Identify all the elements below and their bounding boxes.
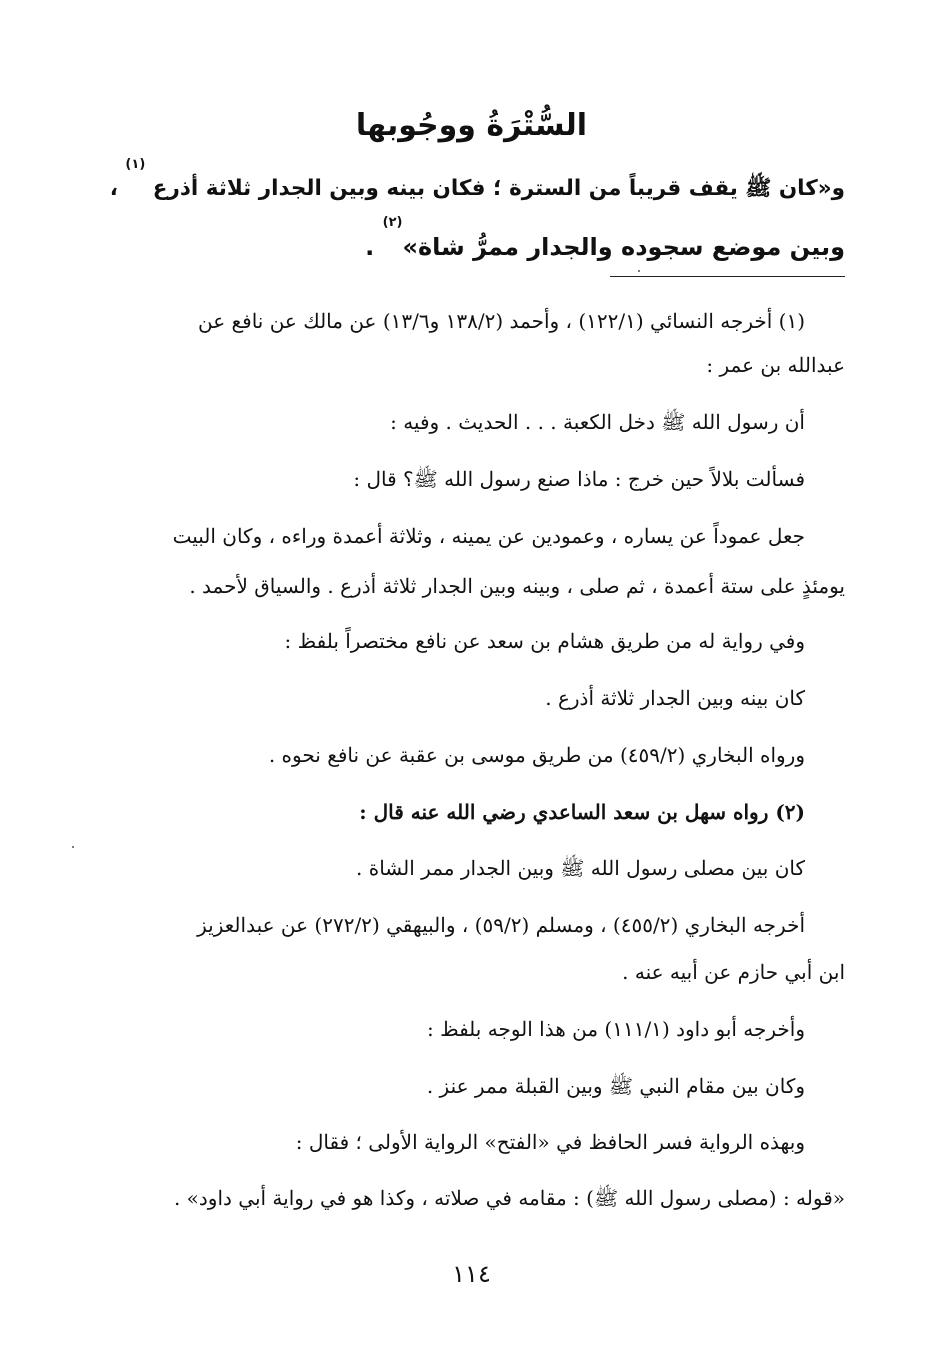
page-number: ١١٤ bbox=[452, 1260, 491, 1288]
footnote-line: أن رسول الله ﷺ دخل الكعبة . . . الحديث . وفيه : bbox=[390, 410, 805, 434]
footnote-line: «قوله : (مصلى رسول الله ﷺ) : مقامه في صلاته ، وكذا هو في رواية أبي داود» . bbox=[173, 1186, 845, 1210]
footnote-line: وبهذه الرواية فسر الحافظ في «الفتح» الرواية الأولى ؛ فقال : bbox=[295, 1130, 805, 1154]
footnote-line: جعل عموداً عن يساره ، وعمودين عن يمينه ، وثلاثة أعمدة وراءه ، وكان البيت bbox=[172, 524, 805, 548]
footnote-line: يومئذٍ على ستة أعمدة ، ثم صلى ، وبينه وبين الجدار ثلاثة أذرع . والسياق لأحمد . bbox=[189, 574, 845, 598]
footnote-line: ابن أبي حازم عن أبيه عنه . bbox=[622, 960, 845, 984]
footnote-line: وكان بين مقام النبي ﷺ وبين القبلة ممر عنز . bbox=[426, 1074, 805, 1098]
section-title: السُّتْرَةُ ووجُوبها bbox=[355, 108, 588, 143]
footnote-line: كان بينه وبين الجدار ثلاثة أذرع . bbox=[545, 686, 805, 710]
footnote-line: وأخرجه أبو داود (١١١/١) من هذا الوجه بلفظ : bbox=[426, 1017, 805, 1041]
footnote-ref-2: (٢) bbox=[382, 215, 403, 230]
main-text-line bbox=[100, 157, 845, 218]
footnote-line: (١) أخرجه النسائي (١٢٢/١) ، وأحمد (١٣٨/٢ و١٣/٦) عن مالك عن نافع عن bbox=[197, 309, 805, 333]
footnote-line: عبدالله بن عمر : bbox=[706, 353, 845, 377]
footnote-line: فسألت بلالاً حين خرج : ماذا صنع رسول الله ﷺ؟ قال : bbox=[353, 467, 805, 491]
main-text-line-1-end: ، bbox=[109, 176, 118, 201]
footnote-line: أخرجه البخاري (٤٥٥/٢) ، ومسلم (٥٩/٢) ، والبيهقي (٢٧٢/٢) عن عبدالعزيز bbox=[197, 913, 805, 937]
footnote-line: (٢) رواه سهل بن سعد الساعدي رضي الله عنه قال : bbox=[359, 800, 805, 824]
main-text-line-1: و«كان ﷺ يقف قريباً من السترة ؛ فكان بينه وبين الجدار ثلاثة أذرع bbox=[152, 176, 845, 201]
scan-speck bbox=[72, 846, 74, 848]
main-text-line-2: وبين موضع سجوده والجدار ممرُّ شاة» bbox=[402, 233, 845, 261]
main-text bbox=[100, 157, 845, 276]
footnote-ref-1: (١) bbox=[125, 157, 146, 172]
footnote-line: ورواه البخاري (٤٥٩/٢) من طريق موسى بن عقبة عن نافع نحوه . bbox=[268, 743, 805, 767]
footnote-line: كان بين مصلى رسول الله ﷺ وبين الجدار ممر الشاة . bbox=[356, 856, 805, 880]
main-text-line-2-end: . bbox=[365, 233, 375, 261]
footnote-separator bbox=[610, 276, 845, 277]
main-text-line bbox=[100, 215, 845, 276]
scan-speck bbox=[638, 270, 640, 272]
footnote-line: وفي رواية له من طريق هشام بن سعد عن نافع مختصراً بلفظ : bbox=[284, 629, 805, 653]
